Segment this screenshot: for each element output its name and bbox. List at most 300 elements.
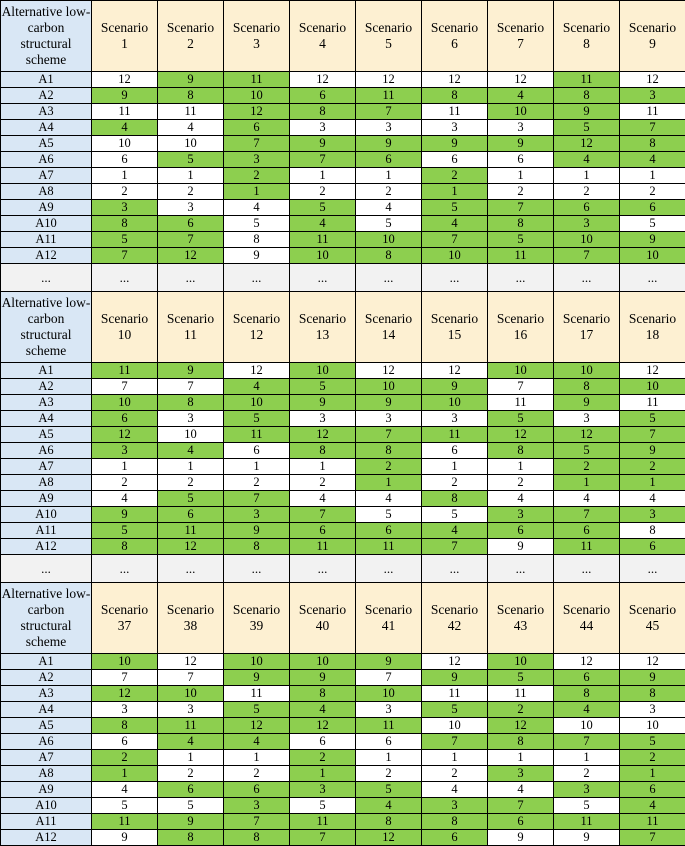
rank-cell-highlighted: 9 xyxy=(620,670,685,686)
header-row xyxy=(1,583,685,654)
rank-cell-highlighted: 9 xyxy=(158,363,224,379)
table-row xyxy=(1,443,685,459)
rank-cell-highlighted: 6 xyxy=(488,523,554,539)
rank-cell-highlighted: 3 xyxy=(554,216,620,232)
rank-cell: 7 xyxy=(356,670,422,686)
rank-cell: 5 xyxy=(554,798,620,814)
rank-cell-highlighted: 1 xyxy=(356,475,422,491)
rank-cell-highlighted: 6 xyxy=(356,152,422,168)
rank-cell-highlighted: 8 xyxy=(554,379,620,395)
scenario-header xyxy=(290,1,356,72)
ellipsis-cell: ... xyxy=(224,264,290,292)
scheme-label: A11 xyxy=(1,232,92,248)
rank-cell-highlighted: 5 xyxy=(422,702,488,718)
rank-cell-highlighted: 2 xyxy=(224,168,290,184)
rank-cell: 3 xyxy=(290,411,356,427)
rank-cell-highlighted: 4 xyxy=(620,798,685,814)
rank-cell-highlighted: 5 xyxy=(488,411,554,427)
rank-cell-highlighted: 4 xyxy=(224,734,290,750)
rank-cell: 2 xyxy=(92,475,158,491)
rank-cell-highlighted: 6 xyxy=(224,782,290,798)
ellipsis-cell: ... xyxy=(620,264,685,292)
scenario-header xyxy=(554,292,620,363)
rank-cell-highlighted: 3 xyxy=(554,782,620,798)
rank-cell-highlighted: 3 xyxy=(224,152,290,168)
scenario-word: Scenario xyxy=(497,311,544,326)
table-row xyxy=(1,814,685,830)
rank-cell-highlighted: 8 xyxy=(92,718,158,734)
scenario-header xyxy=(488,1,554,72)
scenario-header xyxy=(290,583,356,654)
rank-cell-highlighted: 4 xyxy=(422,216,488,232)
rank-cell-highlighted: 6 xyxy=(158,782,224,798)
rank-cell-highlighted: 9 xyxy=(620,443,685,459)
scheme-label: A1 xyxy=(1,72,92,88)
scenario-number: 37 xyxy=(118,618,132,633)
table-row xyxy=(1,766,685,782)
rank-cell: 6 xyxy=(422,152,488,168)
rank-cell-highlighted: 11 xyxy=(554,539,620,555)
rank-cell-highlighted: 6 xyxy=(290,523,356,539)
rank-cell: 12 xyxy=(488,72,554,88)
rank-cell: 3 xyxy=(356,120,422,136)
scenario-word: Scenario xyxy=(233,20,280,35)
rank-cell: 4 xyxy=(356,491,422,507)
rank-cell-highlighted: 5 xyxy=(158,152,224,168)
ellipsis-cell: ... xyxy=(1,264,92,292)
rank-cell-highlighted: 5 xyxy=(224,702,290,718)
ellipsis-cell: ... xyxy=(356,555,422,583)
rank-cell: 6 xyxy=(92,152,158,168)
rank-cell-highlighted: 8 xyxy=(158,88,224,104)
scenario-word: Scenario xyxy=(563,311,610,326)
rank-cell-highlighted: 10 xyxy=(92,395,158,411)
scenario-number: 17 xyxy=(580,327,594,342)
rank-cell: 10 xyxy=(92,136,158,152)
rank-cell-highlighted: 10 xyxy=(422,395,488,411)
scenario-word: Scenario xyxy=(101,311,148,326)
rank-cell: 1 xyxy=(620,168,685,184)
ellipsis-cell: ... xyxy=(356,264,422,292)
rank-cell: 11 xyxy=(620,395,685,411)
scenario-word: Scenario xyxy=(299,602,346,617)
rank-cell-highlighted: 7 xyxy=(224,491,290,507)
scenario-number: 39 xyxy=(250,618,264,633)
scenario-word: Scenario xyxy=(365,311,412,326)
scenario-header xyxy=(290,292,356,363)
rank-cell: 12 xyxy=(620,654,685,670)
rank-cell-highlighted: 9 xyxy=(224,523,290,539)
scenario-number: 14 xyxy=(382,327,396,342)
table-row xyxy=(1,216,685,232)
rank-cell-highlighted: 3 xyxy=(224,507,290,523)
scenario-number: 44 xyxy=(580,618,594,633)
row-header-label: Alternative low-carbon structural scheme xyxy=(1,583,92,654)
rank-cell: 2 xyxy=(620,184,685,200)
ellipsis-cell: ... xyxy=(92,555,158,583)
rank-cell-highlighted: 8 xyxy=(488,443,554,459)
ellipsis-cell: ... xyxy=(92,264,158,292)
rank-cell: 4 xyxy=(356,200,422,216)
rank-cell: 2 xyxy=(224,766,290,782)
rank-cell: 1 xyxy=(488,168,554,184)
scenario-number: 13 xyxy=(316,327,330,342)
rank-cell-highlighted: 9 xyxy=(356,136,422,152)
rank-cell: 2 xyxy=(158,766,224,782)
rank-cell: 1 xyxy=(158,459,224,475)
ellipsis-cell: ... xyxy=(158,264,224,292)
header-row xyxy=(1,292,685,363)
rank-cell-highlighted: 7 xyxy=(554,507,620,523)
rank-cell: 1 xyxy=(92,459,158,475)
rank-cell-highlighted: 12 xyxy=(92,427,158,443)
rank-cell-highlighted: 6 xyxy=(554,200,620,216)
rank-cell-highlighted: 3 xyxy=(422,798,488,814)
rank-cell: 1 xyxy=(92,168,158,184)
scheme-label: A5 xyxy=(1,427,92,443)
table-row xyxy=(1,395,685,411)
rank-cell-highlighted: 8 xyxy=(488,734,554,750)
table-row xyxy=(1,411,685,427)
scenario-header xyxy=(620,583,685,654)
ellipsis-cell: ... xyxy=(488,555,554,583)
rank-cell: 1 xyxy=(224,459,290,475)
scenario-number: 7 xyxy=(517,36,524,51)
table-row xyxy=(1,718,685,734)
scenario-word: Scenario xyxy=(629,602,676,617)
rank-cell-highlighted: 12 xyxy=(224,718,290,734)
rank-cell: 4 xyxy=(158,120,224,136)
rank-cell: 2 xyxy=(158,475,224,491)
scenario-header xyxy=(224,583,290,654)
rank-cell-highlighted: 2 xyxy=(620,750,685,766)
scenario-word: Scenario xyxy=(431,311,478,326)
scenario-number: 11 xyxy=(184,327,197,342)
table-row xyxy=(1,539,685,555)
scenario-word: Scenario xyxy=(101,602,148,617)
rank-cell-highlighted: 2 xyxy=(620,459,685,475)
table-row xyxy=(1,72,685,88)
rank-cell-highlighted: 5 xyxy=(422,200,488,216)
rank-cell-highlighted: 4 xyxy=(158,443,224,459)
rank-cell-highlighted: 11 xyxy=(620,814,685,830)
rank-cell-highlighted: 8 xyxy=(620,686,685,702)
rank-cell-highlighted: 12 xyxy=(290,718,356,734)
rank-cell-highlighted: 7 xyxy=(224,814,290,830)
rank-cell: 12 xyxy=(422,72,488,88)
rank-cell: 4 xyxy=(224,200,290,216)
rank-cell-highlighted: 10 xyxy=(488,363,554,379)
row-header-label: Alternative low-carbon structural scheme xyxy=(1,1,92,72)
rank-cell-highlighted: 1 xyxy=(290,766,356,782)
rank-cell-highlighted: 1 xyxy=(224,184,290,200)
rank-cell: 2 xyxy=(92,184,158,200)
rank-cell-highlighted: 6 xyxy=(488,814,554,830)
rank-cell-highlighted: 1 xyxy=(422,184,488,200)
rank-cell: 2 xyxy=(488,475,554,491)
scenario-number: 43 xyxy=(514,618,528,633)
rank-cell-highlighted: 11 xyxy=(554,72,620,88)
scenario-number: 10 xyxy=(118,327,132,342)
table-row xyxy=(1,427,685,443)
scheme-label: A3 xyxy=(1,686,92,702)
scenario-word: Scenario xyxy=(497,602,544,617)
scenario-word: Scenario xyxy=(167,20,214,35)
rank-cell-highlighted: 12 xyxy=(290,427,356,443)
rank-cell-highlighted: 5 xyxy=(290,379,356,395)
rank-cell: 2 xyxy=(224,475,290,491)
scenario-word: Scenario xyxy=(431,602,478,617)
rank-cell-highlighted: 11 xyxy=(554,814,620,830)
rank-cell-highlighted: 1 xyxy=(620,766,685,782)
ellipsis-cell: ... xyxy=(554,264,620,292)
rank-cell: 10 xyxy=(422,718,488,734)
rank-cell: 10 xyxy=(158,427,224,443)
scheme-label: A3 xyxy=(1,395,92,411)
scenario-word: Scenario xyxy=(629,311,676,326)
rank-cell: 6 xyxy=(488,152,554,168)
table-row xyxy=(1,88,685,104)
rank-cell-highlighted: 8 xyxy=(488,216,554,232)
rank-cell-highlighted: 8 xyxy=(158,830,224,846)
scheme-label: A10 xyxy=(1,216,92,232)
rank-cell: 3 xyxy=(422,411,488,427)
rank-cell-highlighted: 10 xyxy=(356,379,422,395)
rank-cell: 1 xyxy=(290,168,356,184)
rank-cell: 12 xyxy=(422,363,488,379)
rank-cell: 9 xyxy=(554,830,620,846)
scenario-number: 45 xyxy=(646,618,660,633)
rank-cell-highlighted: 3 xyxy=(92,200,158,216)
rank-cell-highlighted: 7 xyxy=(620,120,685,136)
rank-cell-highlighted: 11 xyxy=(356,539,422,555)
rank-cell-highlighted: 11 xyxy=(488,248,554,264)
rank-cell-highlighted: 7 xyxy=(488,200,554,216)
rank-cell-highlighted: 9 xyxy=(422,670,488,686)
ellipsis-cell: ... xyxy=(158,555,224,583)
ellipsis-cell: ... xyxy=(620,555,685,583)
rank-cell: 1 xyxy=(488,750,554,766)
rank-cell-highlighted: 9 xyxy=(488,136,554,152)
rank-cell: 5 xyxy=(620,216,685,232)
rank-cell: 1 xyxy=(224,750,290,766)
rank-cell-highlighted: 9 xyxy=(422,136,488,152)
rank-cell-highlighted: 10 xyxy=(620,248,685,264)
rank-cell: 2 xyxy=(158,184,224,200)
rank-cell-highlighted: 8 xyxy=(422,814,488,830)
scenario-number: 41 xyxy=(382,618,396,633)
rank-cell: 12 xyxy=(356,72,422,88)
rank-cell-highlighted: 11 xyxy=(356,88,422,104)
rank-cell-highlighted: 8 xyxy=(356,443,422,459)
ellipsis-cell: ... xyxy=(554,555,620,583)
rank-cell-highlighted: 2 xyxy=(92,750,158,766)
rank-cell-highlighted: 8 xyxy=(422,88,488,104)
rank-cell-highlighted: 9 xyxy=(158,814,224,830)
rank-cell-highlighted: 12 xyxy=(158,248,224,264)
rank-cell: 12 xyxy=(224,363,290,379)
rank-cell-highlighted: 4 xyxy=(422,523,488,539)
table-row xyxy=(1,507,685,523)
rank-cell-highlighted: 8 xyxy=(224,539,290,555)
ellipsis-cell: ... xyxy=(290,555,356,583)
rank-cell: 8 xyxy=(620,523,685,539)
table-row xyxy=(1,523,685,539)
scheme-label: A8 xyxy=(1,475,92,491)
table-row xyxy=(1,152,685,168)
rank-cell: 12 xyxy=(422,654,488,670)
rank-cell-highlighted: 10 xyxy=(224,395,290,411)
rank-cell: 4 xyxy=(422,782,488,798)
ellipsis-cell: ... xyxy=(422,555,488,583)
table-row xyxy=(1,248,685,264)
scheme-label: A4 xyxy=(1,120,92,136)
rank-cell: 3 xyxy=(488,120,554,136)
rank-cell-highlighted: 5 xyxy=(554,443,620,459)
rank-cell-highlighted: 5 xyxy=(488,232,554,248)
scheme-label: A1 xyxy=(1,654,92,670)
table-row xyxy=(1,475,685,491)
table-row xyxy=(1,686,685,702)
rank-cell: 11 xyxy=(488,686,554,702)
rank-cell-highlighted: 9 xyxy=(290,670,356,686)
rank-cell-highlighted: 12 xyxy=(554,136,620,152)
rank-cell-highlighted: 9 xyxy=(290,395,356,411)
table-row xyxy=(1,654,685,670)
rank-cell-highlighted: 6 xyxy=(356,523,422,539)
rank-cell: 3 xyxy=(554,411,620,427)
table-row xyxy=(1,750,685,766)
scenario-word: Scenario xyxy=(365,20,412,35)
rank-cell: 1 xyxy=(488,459,554,475)
scheme-label: A9 xyxy=(1,782,92,798)
scenario-header xyxy=(224,292,290,363)
table-row xyxy=(1,120,685,136)
rank-cell-highlighted: 10 xyxy=(422,248,488,264)
rank-cell-highlighted: 11 xyxy=(92,363,158,379)
rank-cell-highlighted: 3 xyxy=(224,798,290,814)
rank-cell-highlighted: 3 xyxy=(290,782,356,798)
rank-cell-highlighted: 5 xyxy=(290,200,356,216)
rank-cell: 12 xyxy=(620,72,685,88)
rank-cell-highlighted: 12 xyxy=(488,718,554,734)
rank-cell: 9 xyxy=(224,248,290,264)
scheme-label: A2 xyxy=(1,670,92,686)
table-row xyxy=(1,184,685,200)
scenario-number: 9 xyxy=(649,36,656,51)
scenario-number: 5 xyxy=(385,36,392,51)
rank-cell-highlighted: 3 xyxy=(488,507,554,523)
rank-cell: 9 xyxy=(488,830,554,846)
scheme-label: A7 xyxy=(1,750,92,766)
scenario-header xyxy=(422,1,488,72)
rank-cell-highlighted: 3 xyxy=(92,443,158,459)
rank-cell-highlighted: 10 xyxy=(488,654,554,670)
rank-cell: 4 xyxy=(290,491,356,507)
rank-cell-highlighted: 9 xyxy=(554,395,620,411)
rank-cell-highlighted: 5 xyxy=(92,232,158,248)
rank-cell-highlighted: 8 xyxy=(290,104,356,120)
scenario-word: Scenario xyxy=(563,20,610,35)
rank-cell-highlighted: 10 xyxy=(290,248,356,264)
table-row xyxy=(1,734,685,750)
scenario-word: Scenario xyxy=(101,20,148,35)
table-row xyxy=(1,670,685,686)
scenario-number: 40 xyxy=(316,618,330,633)
rank-cell-highlighted: 1 xyxy=(620,475,685,491)
rank-cell-highlighted: 8 xyxy=(92,539,158,555)
rank-cell-highlighted: 6 xyxy=(620,782,685,798)
rank-cell-highlighted: 11 xyxy=(224,72,290,88)
table-body xyxy=(1,1,685,846)
rank-cell-highlighted: 2 xyxy=(488,702,554,718)
rank-cell-highlighted: 7 xyxy=(422,539,488,555)
rank-cell-highlighted: 10 xyxy=(224,88,290,104)
scenario-header xyxy=(356,1,422,72)
rank-cell: 4 xyxy=(92,491,158,507)
scheme-label: A9 xyxy=(1,200,92,216)
rank-cell-highlighted: 5 xyxy=(620,734,685,750)
rank-cell: 2 xyxy=(422,475,488,491)
scenario-header xyxy=(620,292,685,363)
scenario-number: 8 xyxy=(583,36,590,51)
rank-cell: 12 xyxy=(554,654,620,670)
rank-cell-highlighted: 12 xyxy=(488,427,554,443)
rank-cell-highlighted: 7 xyxy=(290,152,356,168)
scenario-header xyxy=(92,292,158,363)
rank-cell: 5 xyxy=(356,216,422,232)
rank-cell: 10 xyxy=(620,718,685,734)
rank-cell-highlighted: 8 xyxy=(290,443,356,459)
rank-cell: 5 xyxy=(290,798,356,814)
scenario-word: Scenario xyxy=(497,20,544,35)
ellipsis-row xyxy=(1,555,685,583)
scenario-number: 6 xyxy=(451,36,458,51)
rank-cell-highlighted: 6 xyxy=(554,523,620,539)
rank-cell: 6 xyxy=(224,443,290,459)
rank-cell: 3 xyxy=(422,120,488,136)
table-row xyxy=(1,379,685,395)
rank-cell-highlighted: 2 xyxy=(554,459,620,475)
rank-cell: 12 xyxy=(620,363,685,379)
scheme-label: A8 xyxy=(1,184,92,200)
rank-cell: 3 xyxy=(158,200,224,216)
rank-cell-highlighted: 7 xyxy=(422,734,488,750)
scenario-header xyxy=(356,583,422,654)
rank-cell-highlighted: 10 xyxy=(488,104,554,120)
scenario-word: Scenario xyxy=(629,20,676,35)
rank-cell-highlighted: 8 xyxy=(356,814,422,830)
scenario-number: 38 xyxy=(184,618,198,633)
rank-cell: 7 xyxy=(158,670,224,686)
rank-cell-highlighted: 9 xyxy=(554,104,620,120)
rank-cell: 2 xyxy=(554,766,620,782)
rank-cell-highlighted: 8 xyxy=(290,686,356,702)
table-row xyxy=(1,459,685,475)
rank-cell: 3 xyxy=(356,702,422,718)
rank-cell: 3 xyxy=(92,702,158,718)
table-row xyxy=(1,491,685,507)
table-row xyxy=(1,830,685,846)
rank-cell: 4 xyxy=(554,491,620,507)
rank-cell-highlighted: 6 xyxy=(620,539,685,555)
rank-cell-highlighted: 8 xyxy=(92,216,158,232)
scenario-number: 3 xyxy=(253,36,260,51)
rank-cell-highlighted: 3 xyxy=(620,507,685,523)
scenario-number: 15 xyxy=(448,327,462,342)
ellipsis-cell: ... xyxy=(290,264,356,292)
rank-cell-highlighted: 11 xyxy=(224,427,290,443)
